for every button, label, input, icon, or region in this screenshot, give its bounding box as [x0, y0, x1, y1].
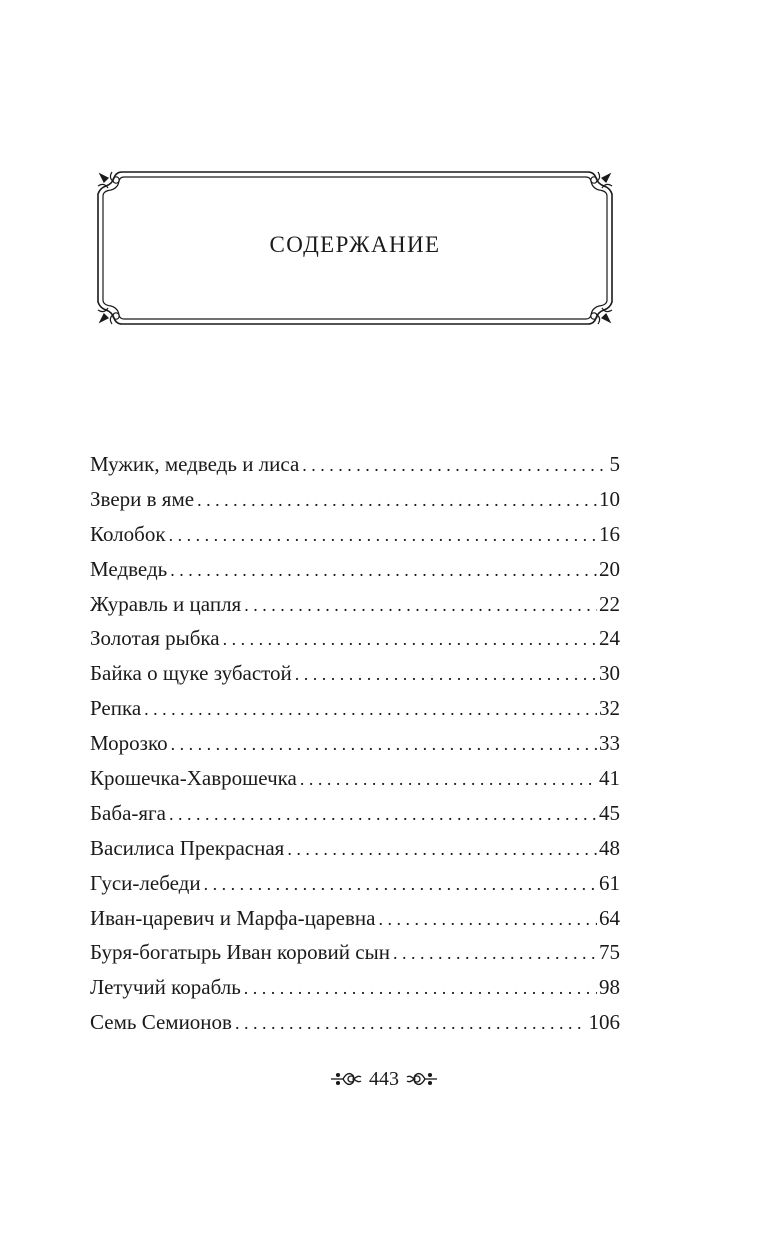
toc-entry[interactable]: [90, 831, 620, 866]
toc-entry[interactable]: [90, 935, 620, 970]
toc-entry-page: 33: [599, 731, 620, 756]
flourish-right-icon: [405, 1068, 439, 1090]
toc-entry-title: Летучий корабль: [90, 975, 241, 1000]
dot-leader: [169, 518, 597, 552]
toc-entry-page: 64: [599, 905, 620, 930]
dot-leader: [244, 588, 597, 622]
toc-entry[interactable]: [90, 1005, 620, 1040]
toc-entry-page: 45: [599, 800, 620, 825]
toc-entry-title: Звери в яме: [90, 486, 195, 511]
flourish-left-icon: [329, 1068, 363, 1090]
dot-leader: [393, 936, 597, 970]
title-frame: [94, 168, 616, 328]
toc-entry[interactable]: [90, 726, 620, 761]
toc-entry-page: 10: [599, 486, 620, 511]
toc-entry[interactable]: [90, 691, 620, 726]
toc-entry[interactable]: [90, 761, 620, 796]
dot-leader: [302, 448, 607, 482]
toc-entry-title: Репка: [90, 696, 142, 721]
dot-leader: [170, 553, 597, 587]
toc-entry-page: 20: [599, 556, 620, 581]
dot-leader: [235, 1006, 587, 1040]
dot-leader: [197, 483, 597, 517]
toc-entry[interactable]: [90, 552, 620, 587]
toc-entry-page: 48: [599, 835, 620, 860]
toc-entry[interactable]: [90, 621, 620, 656]
toc-entry-title: Колобок: [90, 521, 166, 546]
toc-entry-page: 41: [599, 766, 620, 791]
dot-leader: [169, 797, 597, 831]
toc-entry-title: Василиса Прекрасная: [90, 835, 285, 860]
toc-entry[interactable]: [90, 482, 620, 517]
toc-entry[interactable]: [90, 796, 620, 831]
toc-entry[interactable]: [90, 517, 620, 552]
toc-entry-title: Баба-яга: [90, 800, 166, 825]
toc-entry-title: Семь Семионов: [90, 1010, 232, 1035]
toc-entry-page: 75: [599, 940, 620, 965]
toc-entry-title: Золотая рыбка: [90, 626, 220, 651]
toc-entry-title: Буря-богатырь Иван коровий сын: [90, 940, 390, 965]
toc-entry-page: 5: [609, 452, 620, 476]
toc-entry-title: Байка о щуке зубастой: [90, 661, 292, 686]
table-of-contents: [90, 447, 620, 1040]
toc-entry-title: Иван-царевич и Марфа-царевна: [90, 905, 376, 930]
toc-entry-title: Крошечка-Хаврошечка: [90, 766, 297, 791]
dot-leader: [300, 762, 597, 796]
page-footer: [0, 1068, 768, 1090]
toc-entry-page: 30: [599, 661, 620, 686]
toc-entry-page: 106: [588, 1010, 620, 1035]
dot-leader: [223, 622, 597, 656]
dot-leader: [378, 902, 597, 936]
page-title: СОДЕРЖАНИЕ: [269, 232, 441, 257]
dot-leader: [144, 692, 597, 726]
toc-entry-page: 98: [599, 975, 620, 1000]
toc-entry-title: Медведь: [90, 556, 168, 581]
toc-entry-title: Морозко: [90, 731, 168, 756]
toc-entry-title: Гуси-лебеди: [90, 870, 201, 895]
toc-entry-page: 16: [599, 521, 620, 546]
toc-entry-page: 61: [599, 870, 620, 895]
toc-entry[interactable]: [90, 587, 620, 622]
toc-entry[interactable]: [90, 447, 620, 482]
dot-leader: [287, 832, 597, 866]
toc-entry-page: 22: [599, 591, 620, 616]
toc-entry[interactable]: [90, 970, 620, 1005]
toc-entry-page: 24: [599, 626, 620, 651]
dot-leader: [244, 971, 597, 1005]
toc-entry[interactable]: [90, 901, 620, 936]
dot-leader: [171, 727, 597, 761]
toc-entry-title: Мужик, медведь и лиса: [90, 452, 300, 476]
toc-entry-title: Журавль и цапля: [90, 591, 242, 616]
page-number: 443: [369, 1068, 399, 1090]
dot-leader: [204, 867, 597, 901]
toc-entry[interactable]: [90, 656, 620, 691]
toc-entry[interactable]: [90, 866, 620, 901]
dot-leader: [295, 657, 597, 691]
toc-entry-page: 32: [599, 696, 620, 721]
